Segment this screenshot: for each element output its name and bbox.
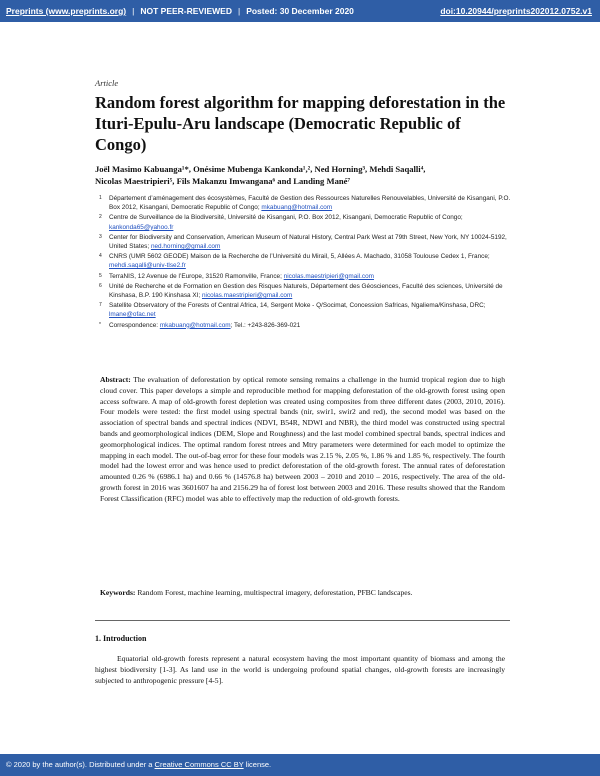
license-text	[6, 760, 271, 769]
license-suffix: license.	[245, 760, 272, 769]
journal-link[interactable]: Preprints (www.preprints.org)	[6, 6, 127, 16]
affiliation-text: Correspondence:	[109, 321, 159, 329]
header-info	[6, 6, 354, 16]
correspondence	[95, 321, 515, 330]
section-heading: 1. Introduction	[95, 634, 147, 643]
email-link[interactable]: nicolas.maestripieri@gmail.com	[283, 272, 374, 280]
affiliation-text: Satellite Observatory of the Forests of Central Africa, 14, Sergent Moke - Q/Socimat, Concession Safricas, Ngaliema/Kinshasa, DRC;	[109, 302, 486, 310]
affiliation-number: 4	[99, 253, 102, 260]
doi-link[interactable]: doi:10.20944/preprints202012.0752.v1	[440, 6, 592, 16]
phone-number: ; Tel.: +243-826-369-021	[230, 321, 301, 329]
email-link[interactable]: mehdi.saqalli@univ-tlse2.fr	[109, 262, 186, 270]
affiliation-text: TerraNIS, 12 Avenue de l’Europe, 31520 Ramonville, France;	[109, 272, 282, 280]
affiliation-number: 5	[99, 272, 102, 279]
affiliation-item	[95, 213, 515, 231]
paper-title: Random forest algorithm for mapping deforestation in the Ituri-Epulu-Aru landscape (Democratic Republic of Congo)	[95, 93, 506, 154]
affiliation-number: *	[99, 321, 101, 328]
affiliation-text: Centre de Surveillance de la Biodiversité, Université de Kisangani, P.O. Box 2012, Kisangani, Democratic Republic of Congo;	[109, 214, 463, 222]
affiliation-text: Département d’aménagement des écosystèmes, Faculté de Gestion des Ressources Naturelles Renouvelables, Université de Kisangani, P.O. Box 2012, Kisangani, Democratic Republic of Congo;	[109, 195, 511, 212]
affiliation-item	[95, 282, 515, 300]
author-line: Nicolas Maestripieri⁵, Fils Makanzu Imwangana⁶ and Landing Mané⁷	[95, 176, 351, 186]
affiliation-item	[95, 252, 515, 270]
affiliation-number: 2	[99, 214, 102, 221]
license-link[interactable]: Creative Commons CC BY	[154, 760, 244, 769]
abstract-text: The evaluation of deforestation by optical remote sensing remains a challenge in the humid tropical region due to high cloud cover. This paper develops a simple and reproducible method for mapping deforestation of the old-growth forest using open access software. A map of old-growth forest depletion was created using composites from three different dates (2003, 2010, 2016). Four models were tested: the first model using spectral bands (nir, swir1, swir2 and red), the second model was based on the association of spectral bands and spectral indices (NDVI, B54R, NDWI and NBR), the third model was constructed using spectral bands and geomorphological indices (DEM, Slope and Roughness) and the last model combined spectral bands, spectral indices and geomorphological indices. The optimal random forest ntrees and Mtry parameters were determined for each model to optimize the mapping in each model. The out-of-bag error for these four models was 2.15 %, 2.05 %, 1.86 % and 1.85 %, respectively. The fourth model had the lowest error and was hence used to predict deforestation of the old-growth forest. The annual rates of deforestation amounted 0.26 % (6986.1 ha) and 0.66 % (14576.8 ha) between 2003 – 2010 and 2010 – 2016, respectively. The area of the old-growth forest in 2016 was 3601607 ha and 2156.29 ha of forest lost between 2003 and 2016. These results showed that the Random Forest Classification (RFC) model was able to effectively map the reduction of old-growth forests.	[100, 375, 505, 503]
affiliation-number: 1	[99, 195, 102, 201]
affiliation-text: Center for Biodiversity and Conservation, American Museum of Natural History, Central Park West at 79th Street, New York, NY 10024-5192, United States;	[109, 233, 507, 251]
license-prefix: © 2020 by the author(s). Distributed under a	[6, 760, 153, 769]
affiliation-item	[95, 301, 515, 319]
affiliation-list	[95, 194, 515, 331]
keywords-text: Random Forest, machine learning, multispectral imagery, deforestation, PFBC landscapes.	[137, 588, 413, 597]
abstract-label: Abstract:	[100, 375, 131, 384]
email-link[interactable]: ned.horning@gmail.com	[150, 243, 221, 251]
email-link[interactable]: mkabuang@hotmail.com	[261, 204, 333, 212]
affiliation-number: 6	[99, 282, 102, 289]
preprint-header-bar	[0, 0, 600, 22]
abstract	[100, 375, 505, 505]
license-footer	[0, 754, 600, 776]
affiliation-item	[95, 233, 515, 251]
affiliation-item	[95, 272, 515, 281]
author-line: Joël Masimo Kabuanga¹*, Onésime Mubenga Kankonda¹,², Ned Horning³, Mehdi Saqalli⁴,	[95, 164, 426, 174]
email-link[interactable]: lmane@ofac.net	[109, 311, 156, 319]
email-link[interactable]: nicolas.maestripieri@gmail.com	[201, 292, 293, 300]
affiliation-number: 3	[99, 233, 102, 240]
affiliation-text: CNRS (UMR 5602 GEODE) Maison de la Recherche de l’Université du Mirail, 5, Allées A. Machado, 31058 Toulouse Cedex 1, France;	[109, 253, 490, 261]
affiliation-number: 7	[99, 302, 102, 309]
author-list	[95, 163, 515, 187]
keywords-label: Keywords:	[100, 588, 136, 597]
keywords	[100, 588, 505, 599]
article-type: Article	[95, 78, 119, 88]
email-link[interactable]: mkabuang@hotmail.com	[159, 321, 231, 329]
email-link[interactable]: kankonda65@yahoo.fr	[109, 223, 174, 231]
separator: |	[237, 6, 241, 16]
affiliation-text: Unité de Recherche et de Formation en Gestion des Risques Naturels, Département des Géosciences, Faculté des sciences, Université de Kinshasa, B.P. 190 Kinshasa XI;	[109, 282, 503, 300]
section-divider	[95, 620, 510, 621]
introduction-paragraph: Equatorial old-growth forests represent a natural ecosystem having the most important quantity of biomass and among the highest biodiversity [1-3]. As land use in the world is undergoing profound spatial changes, old-growth forests are increasingly subjected to anthropogenic pressure [4-5].	[95, 654, 505, 685]
separator: |	[132, 6, 135, 16]
posted-date: Posted: 30 December 2020	[246, 6, 354, 16]
review-status: NOT PEER-REVIEWED	[140, 6, 232, 16]
affiliation-item	[95, 194, 515, 212]
